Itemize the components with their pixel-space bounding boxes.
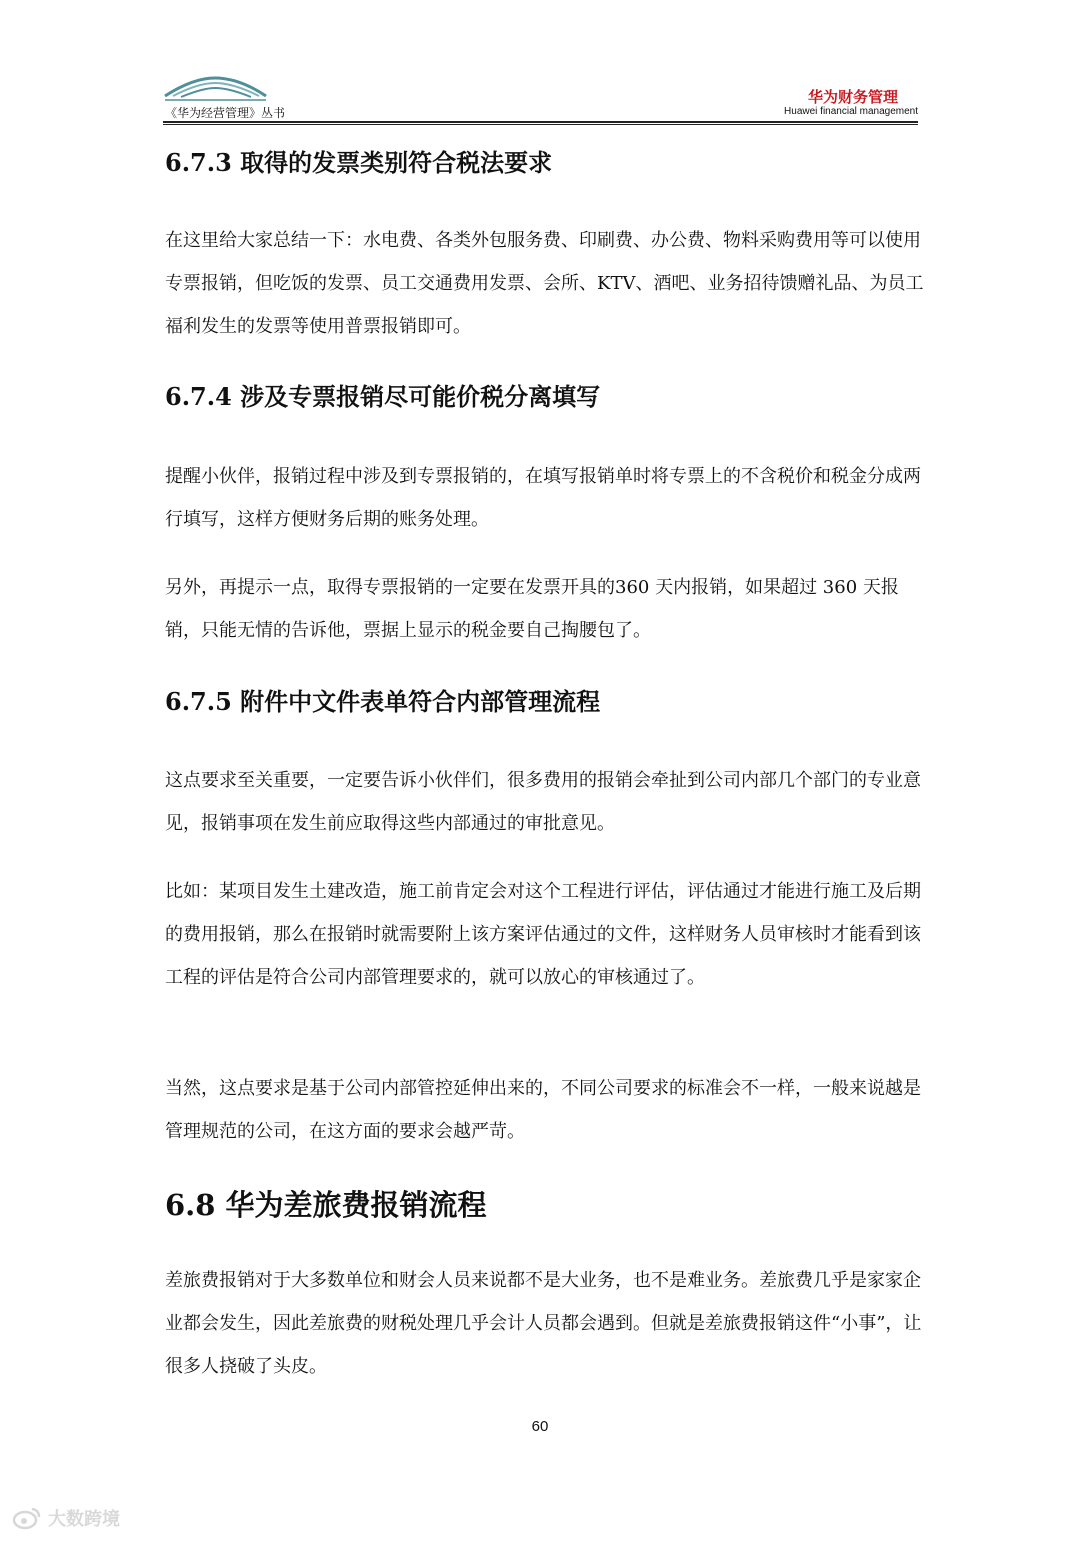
section-heading-6-7-3: 6.7.3 取得的发票类别符合税法要求 (165, 148, 553, 177)
chapter-heading-6-8: 6.8 华为差旅费报销流程 (165, 1188, 487, 1222)
series-title: 《华为经营管理》丛书 (165, 106, 286, 120)
paragraph-6-7-5-2: 比如：某项目发生土建改造，施工前肯定会对这个工程进行评估，评估通过才能进行施工及后期的费用报销，那么在报销时就需要附上该方案评估通过的文件，这样财务人员审核时才能看到该工程的评估是符合公司内部管理要求的，就可以放心的审核通过了。 (165, 881, 921, 988)
paragraph-6-7-4-2: 另外，再提示一点，取得专票报销的一定要在发票开具的360 天内报销，如果超过 360 天报销，只能无情的告诉他，票据上显示的税金要自己掏腰包了。 (165, 577, 899, 641)
paragraph-6-7-5-3: 当然，这点要求是基于公司内部管控延伸出来的，不同公司要求的标准会不一样，一般来说越是管理规范的公司，在这方面的要求会越严苛。 (165, 1078, 921, 1142)
watermark (12, 1505, 120, 1531)
brand-title-en: Huawei financial management (784, 106, 918, 117)
mountain-logo-icon (163, 74, 268, 104)
paragraph-6-7-5-1: 这点要求至关重要，一定要告诉小伙伴们，很多费用的报销会牵扯到公司内部几个部门的专业意见，报销事项在发生前应取得这些内部通过的审批意见。 (165, 770, 921, 834)
paragraph-6-8-1: 差旅费报销对于大多数单位和财会人员来说都不是大业务，也不是难业务。差旅费几乎是家家企业都会发生，因此差旅费的财税处理几乎会计人员都会遇到。但就是差旅费报销这件“小事”，让很多人挠破了头皮。 (165, 1270, 922, 1377)
section-heading-6-7-5: 6.7.5 附件中文件表单符合内部管理流程 (165, 687, 601, 716)
page-header (163, 74, 918, 124)
page-number: 60 (531, 1418, 549, 1435)
brand-title-cn: 华为财务管理 (807, 88, 898, 106)
paragraph-6-7-4-1: 提醒小伙伴，报销过程中涉及到专票报销的，在填写报销单时将专票上的不含税价和税金分成两行填写，这样方便财务后期的账务处理。 (165, 466, 921, 530)
header-divider (163, 121, 918, 125)
section-heading-6-7-4: 6.7.4 涉及专票报销尽可能价税分离填写 (165, 382, 601, 411)
weibo-logo-icon (12, 1506, 42, 1530)
paragraph-6-7-3-1: 在这里给大家总结一下：水电费、各类外包服务费、印刷费、办公费、物料采购费用等可以使用专票报销，但吃饭的发票、员工交通费用发票、会所、KTV、酒吧、业务招待馈赠礼品、为员工福利发生的发票等使用普票报销即可。 (165, 230, 924, 337)
watermark-text: 大数跨境 (48, 1509, 120, 1530)
